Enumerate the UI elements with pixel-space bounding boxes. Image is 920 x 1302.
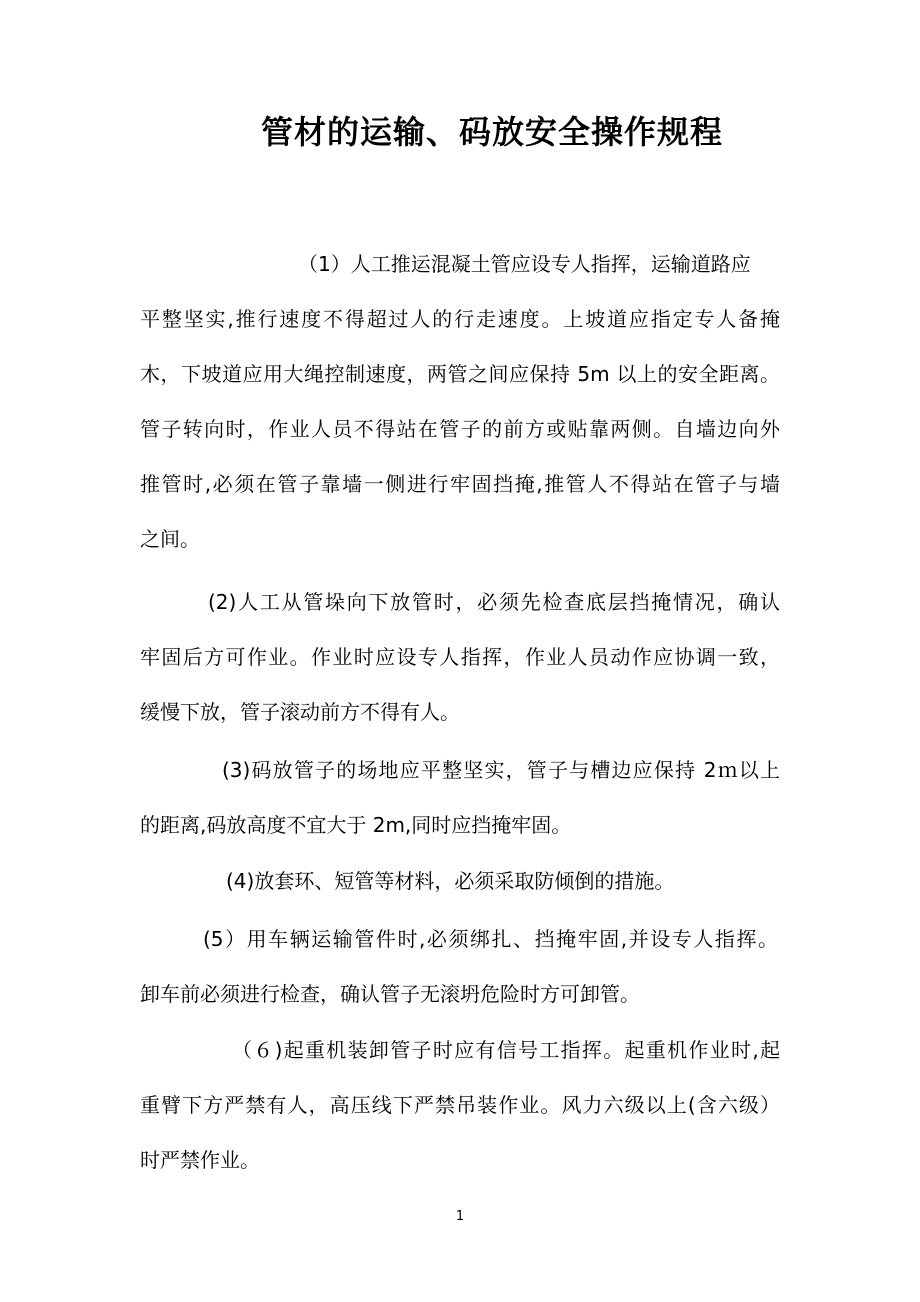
paragraph-1-line-6: 之间。	[140, 527, 200, 551]
paragraph-3-line-1: (3)码放管子的场地应平整坚实，管子与槽边应保持 2ｍ以上	[222, 758, 780, 782]
paragraph-5-line-2: 卸车前必须进行检查，确认管子无滚坍危险时方可卸管。	[140, 982, 640, 1006]
document-title: 管材的运输、码放安全操作规程	[260, 113, 723, 151]
paragraph-2-line-1: (2)人工从管垛向下放管时，必须先检查底层挡掩情况，确认	[208, 590, 780, 614]
paragraph-1-line-2: 平整坚实,推行速度不得超过人的行走速度。上坡道应指定专人备掩	[140, 307, 780, 331]
paragraph-4-line-1: (4)放套环、短管等材料，必须采取防倾倒的措施。	[226, 869, 675, 893]
paragraph-1-line-1: （1）人工推运混凝土管应设专人指挥，运输道路应	[298, 252, 751, 276]
paragraph-1-line-5: 推管时,必须在管子靠墙一侧进行牢固挡掩,推管人不得站在管子与墙	[140, 472, 780, 496]
paragraph-1-line-4: 管子转向时，作业人员不得站在管子的前方或贴靠两侧。自墙边向外	[140, 417, 780, 441]
paragraph-6-line-1: （６)起重机装卸管子时应有信号工指挥。起重机作业时,起	[232, 1038, 780, 1062]
paragraph-1-line-3: 木，下坡道应用大绳控制速度，两管之间应保持 5m 以上的安全距离。	[140, 362, 780, 386]
page-number: 1	[455, 1209, 465, 1224]
paragraph-6-line-3: 时严禁作业。	[140, 1148, 260, 1172]
paragraph-2-line-2: 牢固后方可作业。作业时应设专人指挥，作业人员动作应协调一致，	[140, 645, 780, 669]
paragraph-6-line-2: 重臂下方严禁有人，高压线下严禁吊装作业。风力六级以上(含六级）	[140, 1093, 780, 1117]
paragraph-5-line-1: (5）用车辆运输管件时,必须绑扎、挡掩牢固,并设专人指挥。	[203, 927, 778, 951]
paragraph-2-line-3: 缓慢下放，管子滚动前方不得有人。	[140, 700, 460, 724]
paragraph-3-line-2: 的距离,码放高度不宜大于 2m,同时应挡掩牢固。	[140, 813, 572, 837]
